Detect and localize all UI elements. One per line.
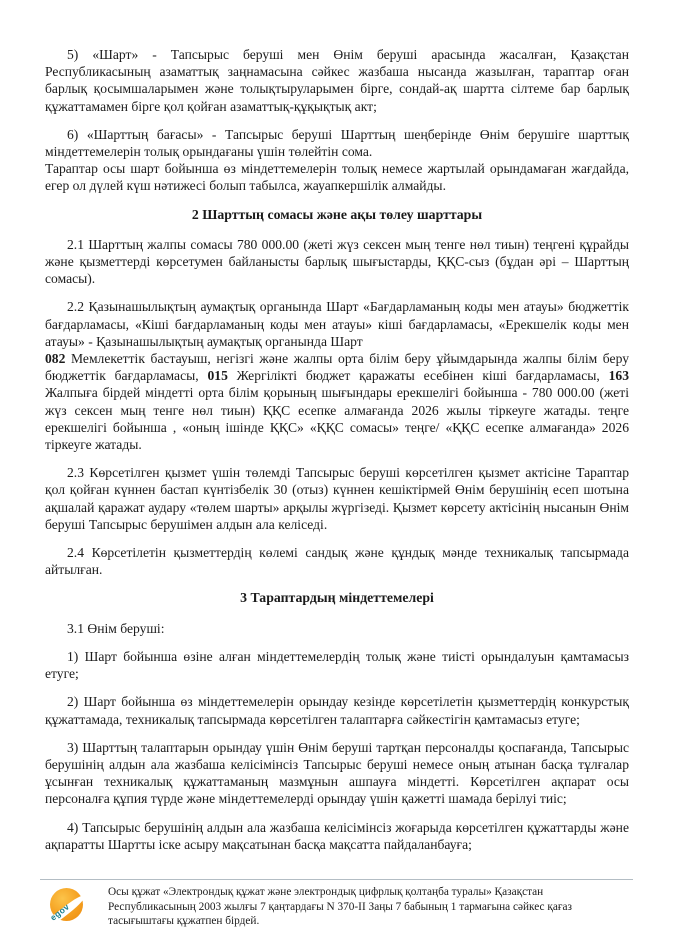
obligation-item-4: 4) Тапсырыс берушінің алдын ала жазбаша келісімінсіз жоғарыда көрсетілген құжаттарды және ақпаратты Шартты іске асыру мақсатынан басқа мақсатта пайдаланбауға; — [45, 819, 629, 852]
digital-signature-footer — [40, 879, 633, 929]
budget-program-code: 082 — [45, 351, 66, 367]
clause-3-1: 3.1 Өнім беруші: — [67, 620, 165, 636]
clause-2-2-text-2: Жергілікті бюджет қаражаты есебінен кіші бағдарламасы, — [227, 368, 609, 384]
clause-2-2 — [45, 298, 629, 453]
egov-logo-text: egov — [48, 901, 72, 923]
clause-2-2-text-1: Мемлекеттік бастауыш, негізгі және жалпы орта білім беру ұйымдарында жалпы білім беру бюджеттік бағдарламасы, — [45, 351, 629, 384]
section-3-heading: 3 Тараптардың міндеттемелері — [240, 590, 434, 606]
definition-item-6: 6) «Шарттың бағасы» - Тапсырыс беруші Шарттың шеңберінде Өнім берушіге шарттық міндеттемелерін толық орындағаны үшін төлейтін сома. — [45, 126, 629, 160]
clause-2-4: 2.4 Көрсетілетін қызметтердің көлемі сандық және құндық мәнде техникалық тапсырмада айтылған. — [45, 545, 629, 578]
digital-signature-note: Осы құжат «Электрондық құжат және электрондық цифрлық қолтаңба туралы» Қазақстан Республикасының 2003 жылғы 7 қаңтардағы N 370-II Заңы 7 бабының 1 тармағына сәйкес қағаз тасығыштағы құжатпен бірдей. — [108, 886, 573, 928]
obligation-item-3: 3) Шарттың талаптарын орындау үшін Өнім беруші тартқан персоналды қоспағанда, Тапсырыс берушінің алдын ала жазбаша келісімінсіз Тапсырыс беруші немесе оның атынан басқа тұлғалар ұсынған техникалық құжаттаманың мазмұнын ашпауға міндетті. Көрсетілген ақпарат осы персоналға құпия түрде және міндеттемелерді орындау үшін қажетті шамада берілуі тиіс; — [45, 739, 629, 807]
clause-2-3: 2.3 Көрсетілген қызмет үшін төлемді Тапсырыс беруші көрсетілген қызмет актісіне Тараптар қол қойған күннен бастап күнтізбелік 30 (отыз) күннен кешіктірмей Өнім берушінің есеп шотына ақшалай қаражат аудару «төлем шарты» арқылы жүргізеді. Қызмет көрсету актісінің нысанын Өнім беруші Тапсырыс берушімен алдын ала келіседі. — [45, 465, 629, 532]
budget-specific-code: 163 — [608, 368, 629, 384]
obligation-item-2: 2) Шарт бойынша өз міндеттемелерін орындау кезінде көрсетілетін қызметтердің конкурстық құжаттамада, техникалық тапсырмада көрсетілген талаптарға сәйкестігін қамтамасыз етуге; — [45, 694, 629, 727]
clause-2-1: 2.1 Шарттың жалпы сомасы 780 000.00 (жеті жүз сексен мың тенге нөл тиын) теңгені құрайды және қызметтерді көрсетумен байланысты барлық шығыстарды, ҚҚС-сыз (бұдан әрі – Шарттың сомасы). — [45, 236, 629, 287]
obligation-item-1: 1) Шарт бойынша өзіне алған міндеттемелердің толық және тиісті орындалуын қамтамасыз етуге; — [45, 648, 629, 682]
clause-2-2-intro: 2.2 Қазынашылықтың аумақтық органында Шарт «Бағдарламаның коды мен атауы» бюджеттік бағдарламасы, «Кіші бағдарламаның коды мен атауы» кіші бағдарламасы, «Ерекшелік коды мен атауы» - Қазынашылықтың аумақтық органында Шарт — [45, 299, 629, 349]
section-2-heading: 2 Шарттың сомасы және ақы төлеу шарттары — [191, 206, 483, 222]
budget-subprogram-code: 015 — [207, 368, 228, 384]
clause-2-2-text-3: Жалпыға бірдей міндетті орта білім қорының шығындары ерекшелігі бойынша - 780 000.00 (жеті жүз сексен мың тенге нөл тиын) ҚҚС есепке алмағанда 2026 жылы тіркеуге жатады. теңге ерекшелігі бойынша , «оның ішінде ҚҚС» «ҚҚС сомасы» теңге/ «ҚҚС есепке алмағанда» 2026 тіркеуге жатады. — [45, 385, 629, 453]
force-majeure-note: Тараптар осы шарт бойынша өз міндеттемелерін толық немесе жартылай орындамаған жағдайда, егер ол дүлей күш нәтижесі болып табылса, жауапкершілік алмайды. — [45, 161, 629, 194]
definition-item-5: 5) «Шарт» - Тапсырыс беруші мен Өнім беруші арасында жасалған, Қазақстан Республикасының азаматтық заңнамасына сәйкес жазбаша нысанда жазылған, тараптар оған барлық қосымшаларымен және толықтыруларымен бірге, сондай-ақ шартта сілтеме бар барлық құжаттамамен бірге қол қойған азаматтық-құқықтық акт; — [45, 47, 629, 114]
egov-logo-icon — [46, 885, 90, 929]
